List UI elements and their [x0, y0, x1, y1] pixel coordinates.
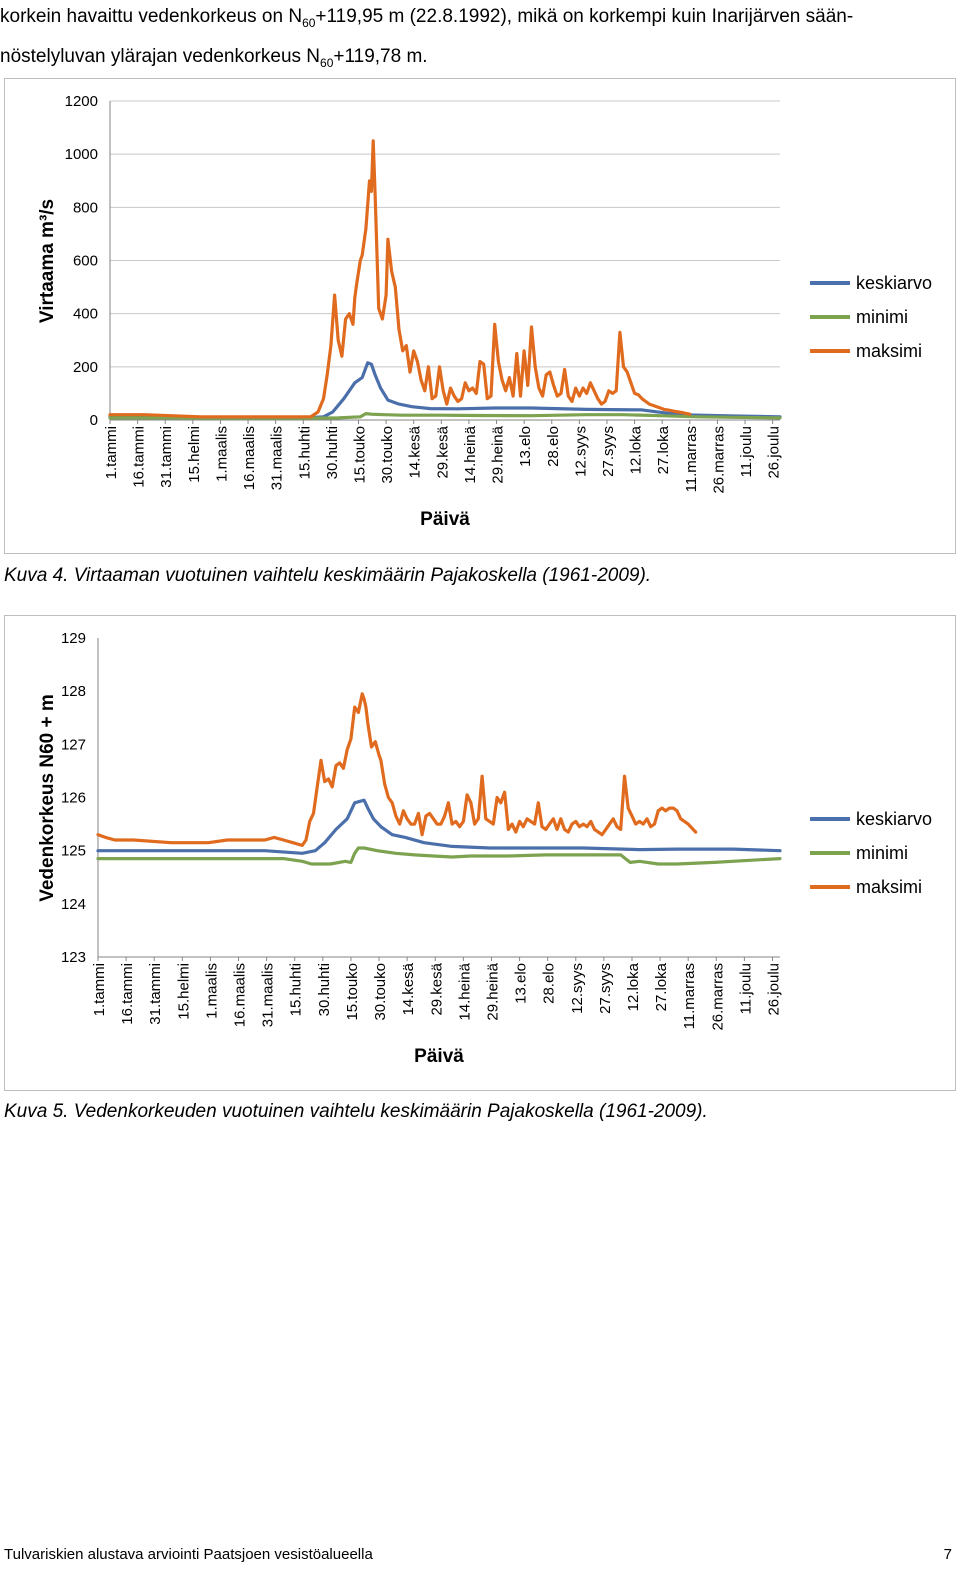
x-tick-label: 16.tammi: [119, 963, 137, 1025]
footer-title: Tulvariskien alustava arviointi Paatsjoen vesistöalueella: [4, 1546, 373, 1563]
flow-chart: [4, 78, 956, 554]
water-level-chart-svg: [5, 616, 955, 1090]
intro-text: nöstelyluvan ylärajan vedenkorkeus N: [0, 45, 321, 67]
x-tick-label: 11.joulu: [738, 426, 756, 478]
x-tick-label: 30.huhti: [315, 963, 333, 1017]
flow-chart-svg: [5, 79, 955, 553]
x-tick-label: 30.touko: [379, 426, 397, 484]
figure-caption-5: Kuva 5. Vedenkorkeuden vuotuinen vaihtelu keskimäärin Pajakoskella (1961-2009).: [4, 1101, 708, 1122]
legend-label: keskiarvo: [856, 273, 933, 293]
series-line-keskiarvo: [98, 800, 780, 853]
x-tick-label: 31.tammi: [147, 963, 165, 1025]
x-tick-label: 1.maalis: [203, 963, 221, 1019]
x-tick-label: 27.syys: [599, 426, 617, 477]
x-tick-label: 29.kesä: [434, 426, 452, 479]
page-number: 7: [943, 1546, 952, 1563]
x-tick-label: 29.heinä: [489, 426, 507, 484]
x-tick-label: 12.loka: [627, 426, 645, 475]
x-tick-label: 31.maalis: [268, 426, 286, 491]
y-tick-label: 1200: [64, 93, 98, 110]
x-tick-label: 11.marras: [682, 426, 700, 493]
y-tick-label: 126: [60, 789, 86, 807]
x-tick-label: 28.elo: [540, 963, 558, 1004]
series-line-maksimi: [98, 694, 696, 846]
x-tick-label: 14.heinä: [461, 426, 479, 484]
x-tick-label: 12.syys: [568, 963, 586, 1014]
x-tick-label: 31.maalis: [259, 963, 277, 1028]
x-tick-label: 15.helmi: [185, 426, 203, 483]
x-tick-label: 26.joulu: [765, 963, 783, 1016]
legend-label: keskiarvo: [856, 809, 933, 829]
legend-label: minimi: [856, 843, 908, 863]
figure-caption-4: Kuva 4. Virtaaman vuotuinen vaihtelu keskimäärin Pajakoskella (1961-2009).: [4, 565, 652, 586]
x-tick-label: 27.syys: [596, 963, 614, 1014]
x-tick-label: 13.elo: [517, 426, 535, 467]
y-tick-label: 1000: [64, 146, 98, 164]
y-tick-label: 200: [72, 358, 98, 376]
x-tick-label: 16.maalis: [241, 426, 259, 491]
y-tick-label: 600: [72, 252, 98, 270]
x-tick-label: 14.heinä: [456, 963, 474, 1021]
x-tick-label: 15.touko: [351, 426, 369, 484]
x-tick-label: 15.touko: [343, 963, 361, 1021]
x-tick-label: 26.marras: [710, 426, 728, 494]
y-tick-label: 0: [89, 412, 98, 429]
x-tick-label: 12.syys: [572, 426, 590, 477]
y-tick-label: 127: [60, 736, 86, 754]
x-tick-label: 16.maalis: [231, 963, 249, 1028]
x-tick-label: 29.heinä: [484, 963, 502, 1021]
page-footer: [4, 1546, 952, 1563]
intro-text: +119,95 m (22.8.1992), mikä on korkempi kuin Inarijärven sään-: [315, 6, 854, 27]
y-tick-label: 129: [60, 630, 86, 647]
y-tick-label: 800: [72, 199, 98, 217]
x-tick-label: 26.joulu: [765, 426, 783, 479]
legend-label: maksimi: [856, 341, 922, 361]
x-tick-label: 1.maalis: [213, 426, 231, 482]
x-tick-label: 16.tammi: [130, 426, 148, 488]
x-tick-label: 11.joulu: [737, 963, 755, 1015]
intro-subscript: 60: [302, 15, 316, 30]
x-tick-label: 29.kesä: [428, 963, 446, 1016]
x-tick-label: 31.tammi: [158, 426, 176, 488]
x-tick-label: 27.loka: [655, 426, 673, 475]
intro-line-1: [0, 0, 960, 40]
intro-line-2: [0, 40, 960, 80]
intro-text: korkein havaittu vedenkorkeus on N: [0, 6, 303, 27]
intro-text: +119,78 m.: [333, 45, 428, 67]
legend-label: maksimi: [856, 877, 922, 897]
x-tick-label: 13.elo: [512, 963, 530, 1004]
x-tick-label: 11.marras: [681, 963, 699, 1030]
y-tick-label: 124: [60, 895, 86, 913]
x-tick-label: 27.loka: [653, 963, 671, 1012]
x-tick-label: 1.tammi: [103, 426, 120, 480]
y-axis-title: Vedenkorkeus N60 + m: [37, 694, 58, 902]
series-line-keskiarvo: [110, 363, 780, 418]
x-tick-label: 15.huhti: [287, 963, 305, 1017]
x-tick-label: 30.huhti: [323, 426, 341, 480]
x-tick-label: 1.tammi: [91, 963, 108, 1017]
y-tick-label: 128: [60, 683, 86, 701]
water-level-chart: [4, 615, 956, 1091]
x-tick-label: 12.loka: [624, 963, 642, 1012]
x-tick-label: 28.elo: [544, 426, 562, 467]
x-axis-title: Päivä: [420, 509, 470, 530]
y-tick-label: 123: [60, 949, 86, 966]
intro-subscript: 60: [320, 55, 334, 70]
x-tick-label: 14.kesä: [406, 426, 424, 479]
x-tick-label: 14.kesä: [400, 963, 418, 1016]
legend-label: minimi: [856, 307, 908, 327]
y-tick-label: 400: [72, 305, 98, 323]
x-tick-label: 26.marras: [709, 963, 727, 1031]
x-axis-title: Päivä: [414, 1046, 464, 1067]
series-line-maksimi: [110, 141, 690, 417]
intro-paragraph: [0, 0, 960, 80]
x-tick-label: 30.touko: [372, 963, 390, 1021]
x-tick-label: 15.huhti: [296, 426, 314, 480]
x-tick-label: 15.helmi: [175, 963, 193, 1020]
y-axis-title: Virtaama m³/s: [37, 198, 58, 324]
y-tick-label: 125: [60, 842, 86, 860]
